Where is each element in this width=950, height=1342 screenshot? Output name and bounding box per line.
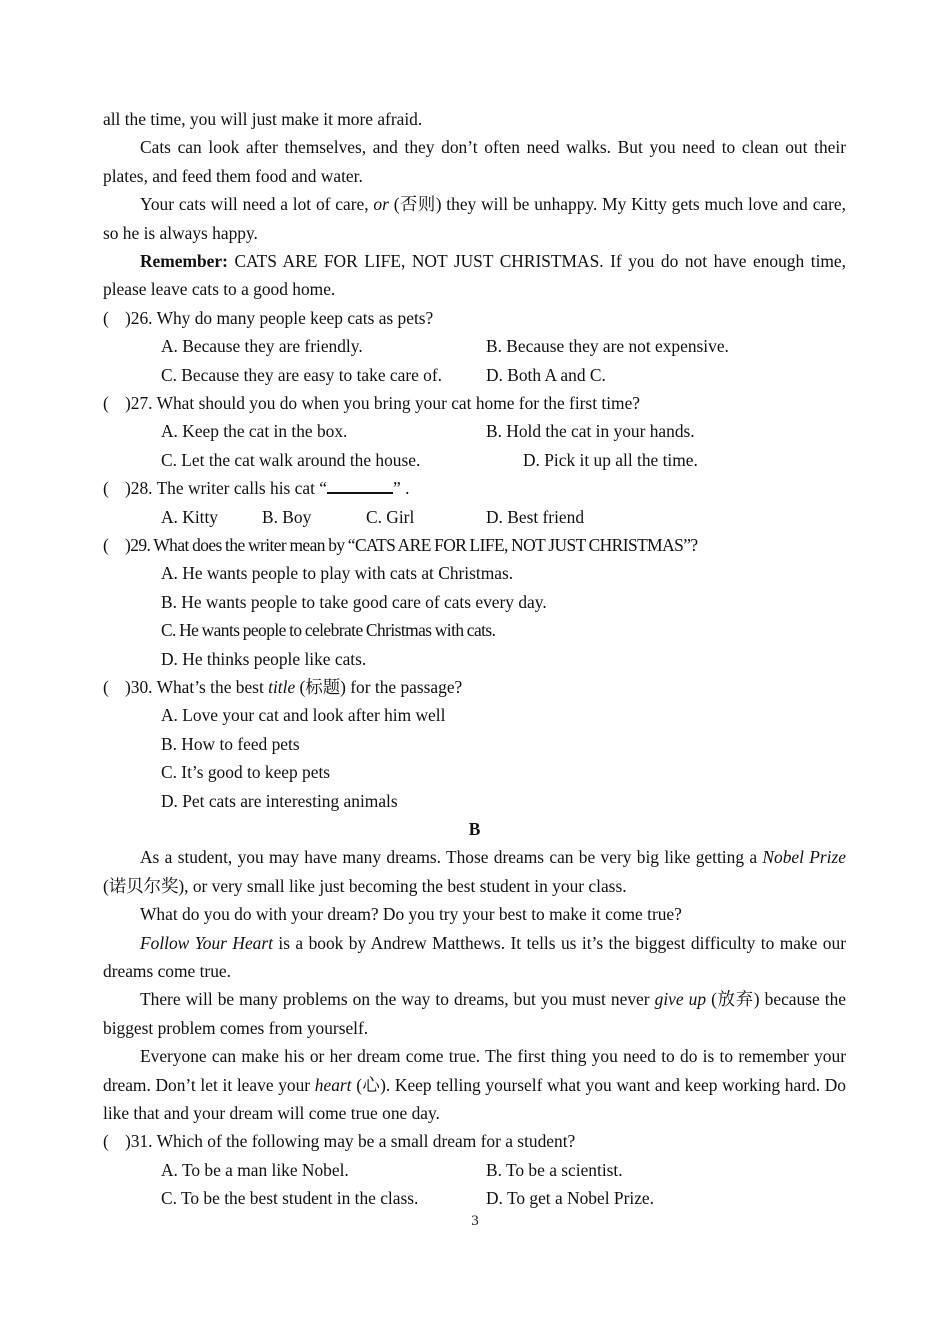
option-d: D. He thinks people like cats. [161,648,367,669]
option-c: C. To be the best student in the class. [161,1188,419,1209]
question-27 [103,389,846,417]
section-heading: B [468,818,481,839]
text-run: (心). Keep telling yourself what you want and keep working hard. Do like that and your dream will come true one day. [103,1074,846,1124]
option-b: B. Because they are not expensive. [486,336,729,357]
option-d: D. Best friend [486,506,585,527]
option-a: A. Keep the cat in the box. [161,421,348,442]
option-d: D. Pick it up all the time. [523,449,698,470]
answer-paren[interactable]: ( [103,478,109,499]
option-d: D. Pet cats are interesting animals [161,790,398,811]
option-a: A. Because they are friendly. [161,336,363,357]
answer-paren[interactable]: ( [103,1131,109,1152]
page-number: 3 [471,1213,479,1229]
book-title: Follow Your Heart [140,932,273,953]
question-text: )29. What does the writer mean by “CATS ARE FOR LIFE, NOT JUST CHRISTMAS”? [125,535,698,556]
fill-blank[interactable] [327,478,393,494]
exam-page [103,105,846,1213]
option-d: D. To get a Nobel Prize. [486,1188,654,1209]
options-28 [161,503,846,531]
answer-paren[interactable]: ( [103,393,109,414]
text-run: CATS ARE FOR LIFE, NOT JUST CHRISTMAS. If you do not have enough time, please leave cats to a good home. [103,251,846,300]
option-b: B. He wants people to take good care of cats every day. [161,591,547,612]
option-a: A. He wants people to play with cats at Christmas. [161,563,514,584]
answer-paren[interactable]: ( [103,307,109,328]
question-text: )28. The writer calls his cat “ [125,478,328,499]
paragraph [103,190,846,247]
option-a: A. Kitty [161,506,219,527]
bold-label: Remember: [140,251,228,272]
option-b: B. To be a scientist. [486,1159,623,1180]
question-text: )30. What’s the best [125,676,264,697]
option-b: B. How to feed pets [161,733,300,754]
option-a: A. Love your cat and look after him well [161,705,446,726]
italic-term: Nobel Prize [762,847,846,868]
text-run: As a student, you may have many dreams. Those dreams can be very big like getting a [140,847,758,868]
text-run: There will be many problems on the way to dreams, but you must never [140,989,650,1010]
text-run: Your cats will need a lot of care, [140,194,369,215]
italic-term: give up [654,989,707,1010]
option-b: B. Hold the cat in your hands. [486,421,695,442]
options-26 [161,332,846,389]
paragraph [103,929,846,986]
text-run: is a book by Andrew Matthews. It tells us it’s the biggest difficulty to make our dreams come true. [103,932,846,981]
option-b: B. Boy [262,506,312,527]
question-text: )31. Which of the following may be a small dream for a student? [125,1131,576,1152]
options-31 [161,1156,846,1213]
paragraph [103,985,846,1042]
options-27 [161,417,846,474]
question-text: )27. What should you do when you bring your cat home for the first time? [125,393,641,414]
question-text: )26. Why do many people keep cats as pets? [125,307,434,328]
text-run: (诺贝尔奖), or very small like just becoming the best student in your class. [103,875,627,896]
question-text: ” . [393,478,410,499]
text-run: (放弃) because the biggest problem comes from yourself. [103,989,846,1038]
answer-paren[interactable]: ( [103,535,109,556]
option-c: C. Girl [366,506,415,527]
option-c: C. Because they are easy to take care of. [161,364,443,385]
option-c: C. He wants people to celebrate Christmas with cats. [161,620,496,641]
question-29 [103,531,846,559]
option-a: A. To be a man like Nobel. [161,1159,349,1180]
option-c: C. Let the cat walk around the house. [161,449,421,470]
italic-term: heart [314,1074,352,1095]
paragraph [103,843,846,900]
paragraph [103,1042,846,1127]
options-30 [161,701,846,815]
question-28 [103,474,846,502]
text-run: (否则) they will be unhappy. My Kitty gets much love and care, so he is always happy. [103,194,846,243]
option-c: C. It’s good to keep pets [161,762,331,783]
text-run: Everyone can make his or her dream come true. The first thing you need to do is to remember your dream. Don’t let it leave your [103,1046,846,1095]
answer-paren[interactable]: ( [103,676,109,697]
option-d: D. Both A and C. [486,364,606,385]
paragraph: Cats can look after themselves, and they don’t often need walks. But you need to clean out their plates, and feed them food and water. [103,137,846,186]
question-30 [103,673,846,701]
italic-term: title [268,676,296,697]
options-29 [161,559,846,673]
paragraph: What do you do with your dream? Do you try your best to make it come true? [140,904,682,925]
question-text: (标题) for the passage? [299,676,463,697]
paragraph: all the time, you will just make it more afraid. [103,109,423,129]
question-26 [103,304,846,332]
italic-term: or [373,194,389,215]
question-31 [103,1127,846,1155]
paragraph [103,247,846,304]
